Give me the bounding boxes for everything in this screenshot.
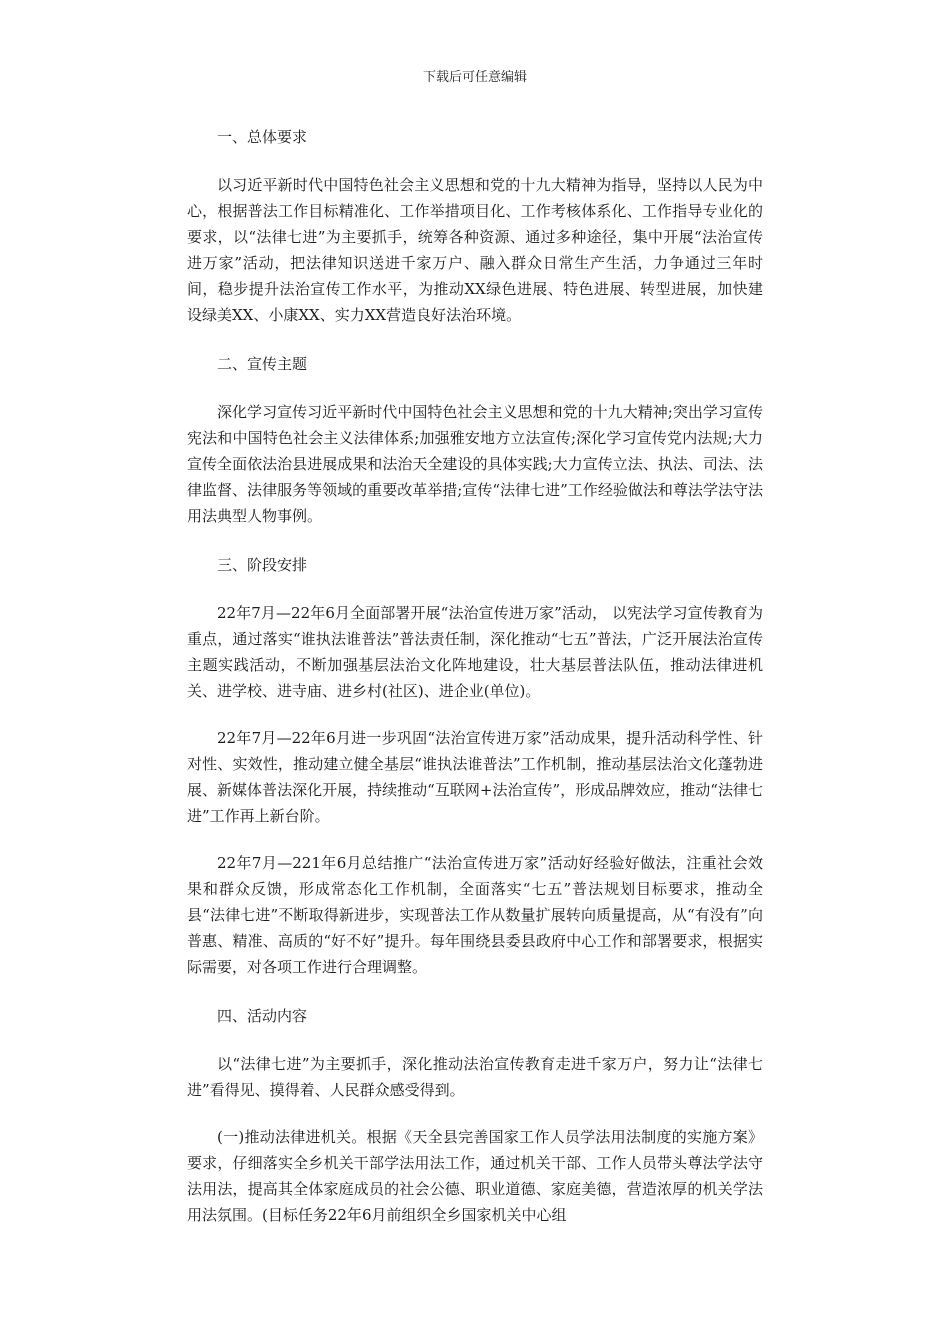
section-heading: 一、总体要求 bbox=[217, 128, 308, 146]
section-heading: 三、阶段安排 bbox=[217, 556, 308, 574]
paragraph: 22年7月—221年6月总结推广“法治宣传进万家”活动好经验好做法，注重社会效果和群众反馈，形成常态化工作机制，全面落实“七五”普法规划目标要求，推动全县“法律七进”不断取得新进步，实现普法工作从数量扩展转向质量提高，从“有没有”向普惠、精准、高质的“好不好”提升。每年围绕县委县政府中心工作和部署要求，根据实际需要，对各项工作进行合理调整。 bbox=[187, 854, 763, 976]
paragraph: 22年7月—22年6月进一步巩固“法治宣传进万家”活动成果，提升活动科学性、针对性、实效性，推动建立健全基层“谁执法谁普法”工作机制，推动基层法治文化蓬勃进展、新媒体普法深化开展，持续推动“互联网+法治宣传”，形成品牌效应，推动“法律七进”工作再上新台阶。 bbox=[187, 729, 763, 825]
paragraph: 以“法律七进”为主要抓手，深化推动法治宣传教育走进千家万户，努力让“法律七进”看得见、摸得着、人民群众感受得到。 bbox=[187, 1055, 763, 1099]
section-heading: 四、活动内容 bbox=[217, 1007, 308, 1025]
document-body bbox=[187, 122, 763, 1249]
paragraph: 22年7月—22年6月全面部署开展“法治宣传进万家”活动， 以宪法学习宣传教育为重点，通过落实“谁执法谁普法”普法责任制，深化推动“七五”普法，广泛开展法治宣传主题实践活动，不断加强基层法治文化阵地建设，壮大基层普法队伍，推动法律进机关、进学校、进寺庙、进乡村(社区)、进企业(单位)。 bbox=[187, 604, 763, 700]
header-note: 下载后可任意编辑 bbox=[422, 70, 527, 85]
paragraph: 深化学习宣传习近平新时代中国特色社会主义思想和党的十九大精神;突出学习宣传宪法和中国特色社会主义法律体系;加强雅安地方立法宣传;深化学习宣传党内法规;大力宣传全面依法治县进展成果和法治天全建设的具体实践;大力宣传立法、执法、司法、法律监督、法律服务等领域的重要改革举措;宣传“法律七进”工作经验做法和尊法学法守法用法典型人物事例。 bbox=[187, 403, 763, 525]
section-heading: 二、宣传主题 bbox=[217, 355, 308, 373]
paragraph: 以习近平新时代中国特色社会主义思想和党的十九大精神为指导，坚持以人民为中心，根据普法工作目标精准化、工作举措项目化、工作考核体系化、工作指导专业化的要求，以“法律七进”为主要抓手，统筹各种资源、通过多种途径，集中开展“法治宣传进万家”活动，把法律知识送进千家万户、融入群众日常生产生活，力争通过三年时间，稳步提升法治宣传工作水平，为推动XX绿色进展、特色进展、转型进展，加快建设绿美XX、小康XX、实力XX营造良好法治环境。 bbox=[187, 176, 763, 324]
paragraph: (一)推动法律进机关。根据《天全县完善国家工作人员学法用法制度的实施方案》要求，仔细落实全乡机关干部学法用法工作，通过机关干部、工作人员带头尊法学法守法用法，提高其全体家庭成员的社会公德、职业道德、家庭美德，营造浓厚的机关学法用法氛围。(目标任务22年6月前组织全乡国家机关中心组 bbox=[187, 1128, 763, 1224]
